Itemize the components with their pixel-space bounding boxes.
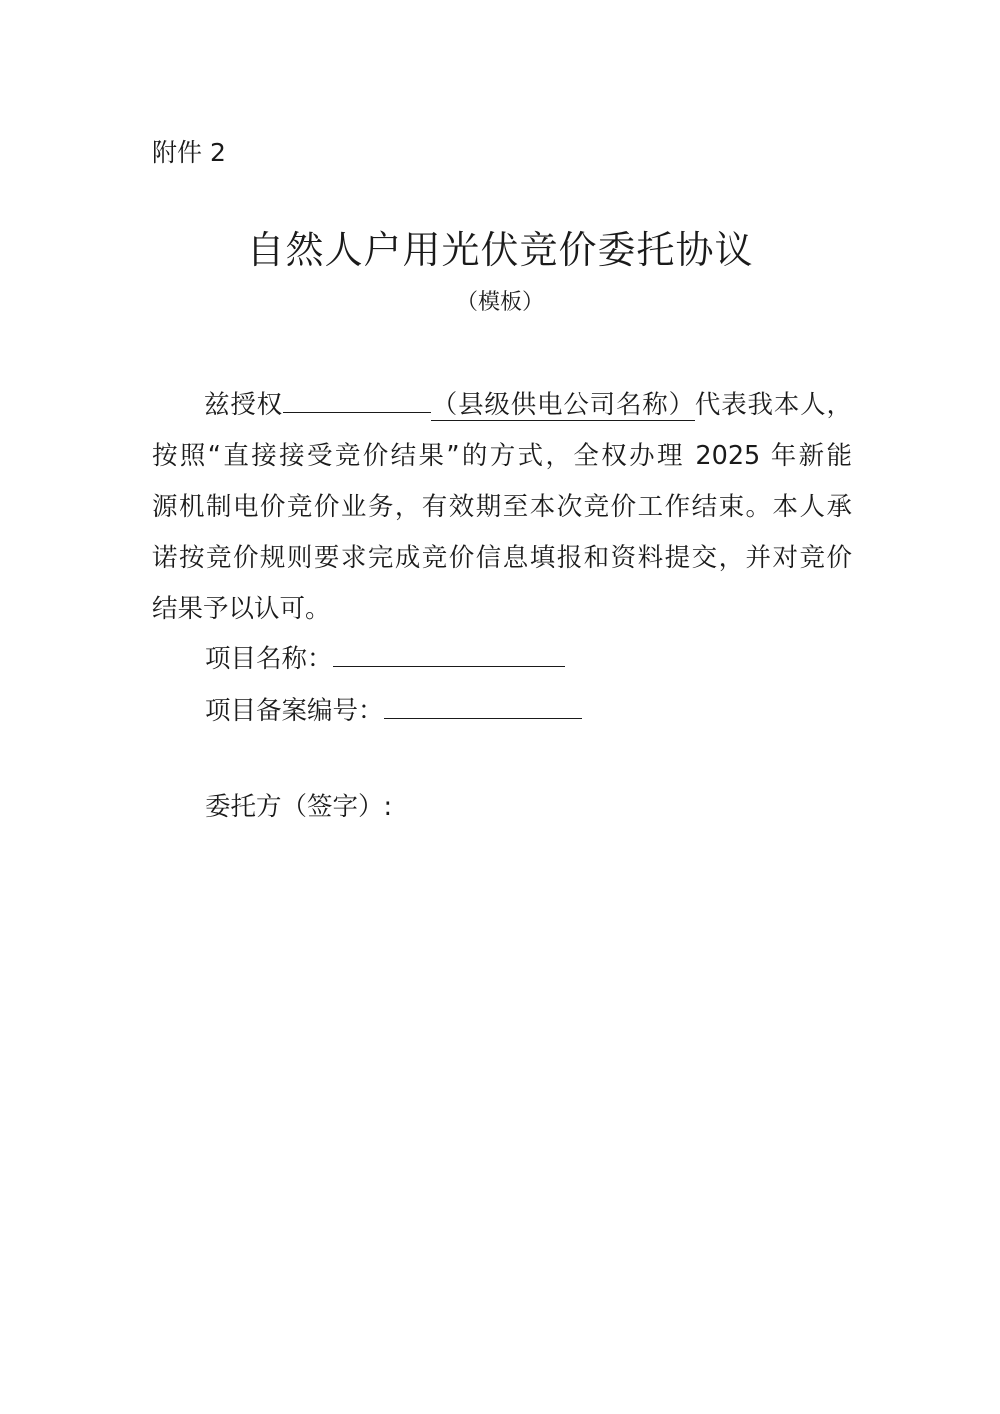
project-record-field[interactable] — [384, 692, 582, 719]
line1-tail-text: 代表我本人， — [694, 390, 852, 420]
project-record-label: 项目备案编号： — [205, 696, 384, 726]
company-name-placeholder: （县级供电公司名称） — [430, 390, 695, 420]
project-name-row — [205, 640, 565, 676]
authorized-party-blank[interactable] — [283, 382, 431, 413]
paragraph-line-1 — [152, 380, 852, 431]
project-record-row — [205, 692, 582, 728]
signature-row — [205, 790, 392, 824]
paragraph-line-3: 源机制电价竞价业务，有效期至本次竞价工作结束。本人承 — [152, 492, 852, 522]
paragraph-line-5: 结果予以认可。 — [152, 594, 331, 624]
project-name-label: 项目名称： — [205, 644, 333, 674]
paragraph-line-2: 按照“直接接受竞价结果”的方式，全权办理 2025 年新能 — [152, 441, 852, 471]
document-subtitle: （模板） — [455, 290, 544, 315]
project-name-field[interactable] — [333, 640, 565, 667]
lead-text: 兹授权 — [204, 390, 283, 420]
annex-label: 附件 2 — [152, 138, 226, 167]
signature-label: 委托方（签字）: — [205, 792, 393, 822]
document-title: 自然人户用光伏竞价委托协议 — [246, 228, 754, 272]
paragraph-line-4: 诺按竞价规则要求完成竞价信息填报和资料提交，并对竞价 — [152, 543, 852, 573]
authorization-paragraph — [152, 380, 852, 635]
